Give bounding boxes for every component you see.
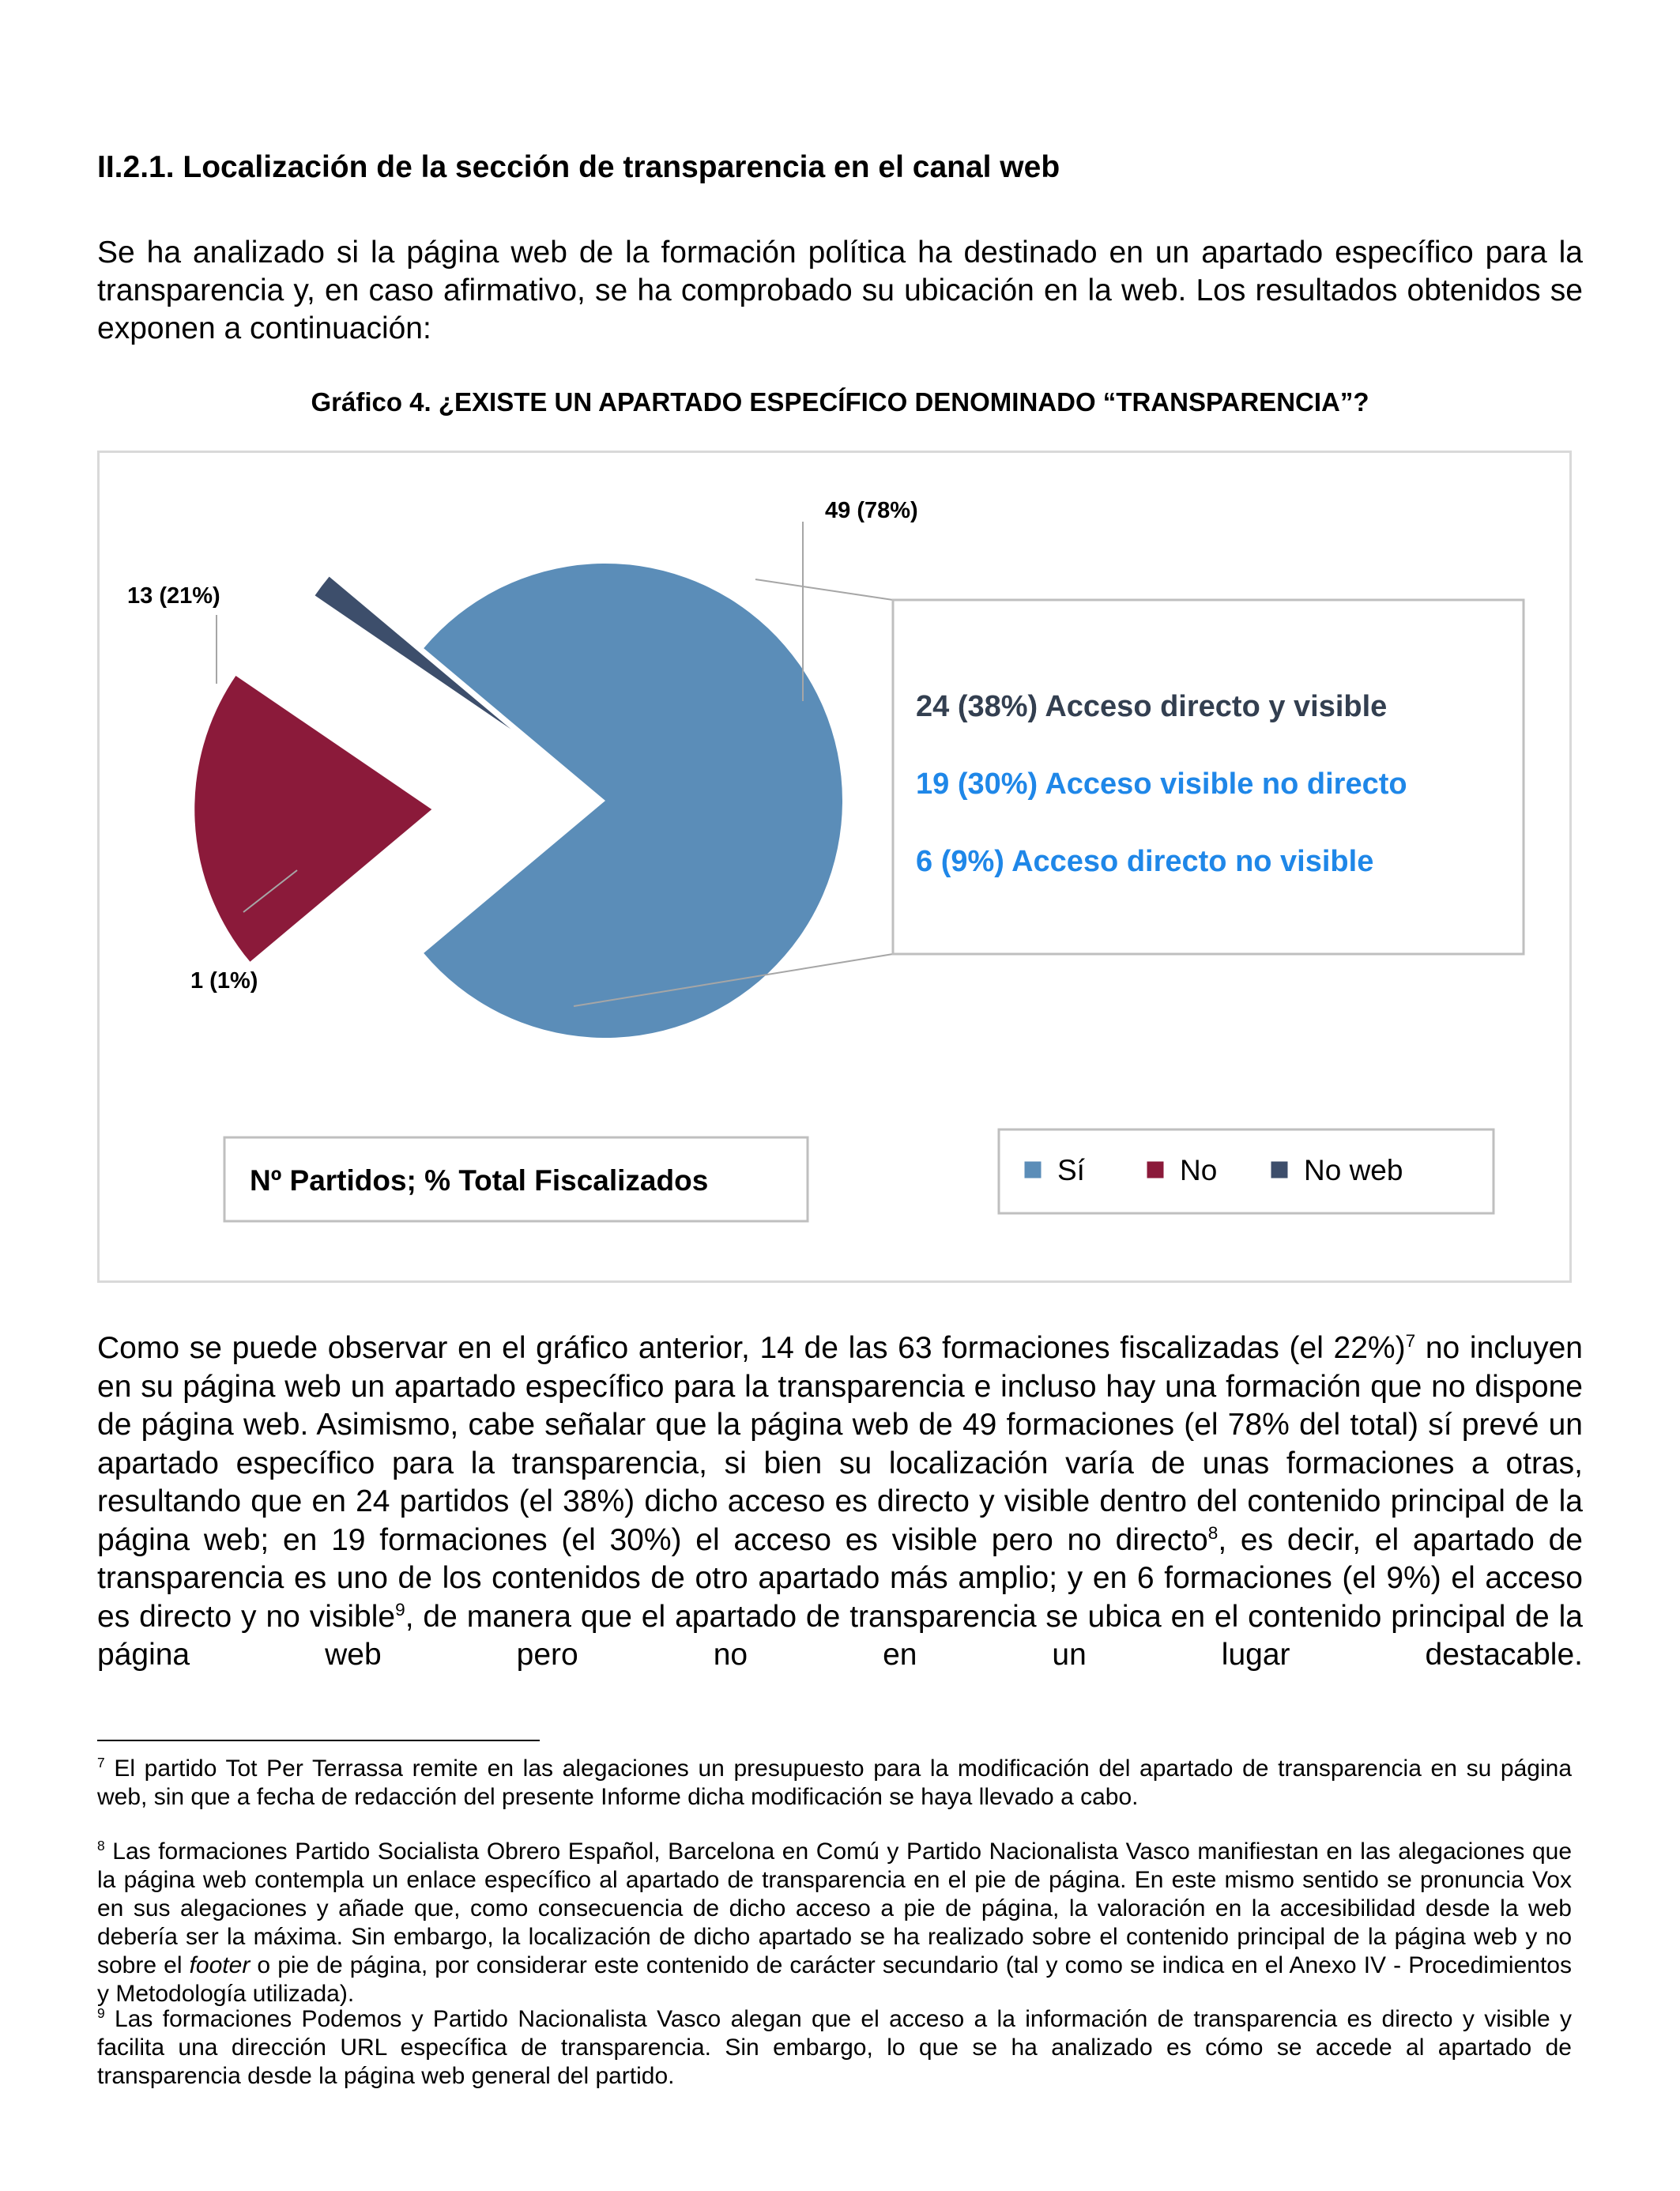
section-heading: II.2.1. Localización de la sección de transparencia en el canal web — [97, 150, 1060, 184]
footnote-7: $^7$ El partido Tot Per Terrassa remite en las alegaciones un presupuesto para la modificación del apartado de transparencia en su página web, sin que a fecha de redacción del presente Informe dicha modificación se haya llevado a cabo. — [97, 1755, 1572, 1810]
pie-slice-no — [194, 676, 431, 962]
intro-paragraph: Se ha analizado si la página web de la formación política ha destinado en un apartado específico para la transparencia y, en caso afirmativo, se ha comprobado su ubicación en la web. Los resultados obtenidos se exponen a continuación: — [97, 236, 1583, 345]
unit-label: Nº Partidos; % Total Fiscalizados — [250, 1164, 709, 1197]
footnote-ref-9[interactable]: 9 — [395, 1599, 405, 1620]
footnote-8: $^8$ Las formaciones Partido Socialista Obrero Español, Barcelona en Comú y Partido Nacionalista Vasco manifiestan en las alegaciones que la página web contempla un enlace específico al apartado de transparencia en el pie de página. En este mismo sentido se pronuncia Vox en sus alegaciones y añade que, como consecuencia de dicho acceso a pie de página, la valoración en la accesibilidad desde la web debería ser la máxima. Sin embargo, la localización de dicho apartado se ha realizado sobre el contenido principal de la página web y no sobre el footer o pie de página, por considerar este contenido de carácter secundario (tal y como se indica en el Anexo IV - Procedimientos y Metodología utilizada). — [97, 1838, 1572, 2007]
pie-slices — [194, 564, 842, 1038]
slice-label-no: 13 (21%) — [127, 583, 220, 609]
footnote-ref-8[interactable]: 8 — [1207, 1522, 1219, 1543]
chart-caption: Gráfico 4. ¿EXISTE UN APARTADO ESPECÍFICO DENOMINADO “TRANSPARENCIA”? — [311, 387, 1369, 417]
breakdown-labels — [916, 690, 1407, 878]
legend-swatch — [1271, 1161, 1288, 1178]
pie-slice-sí — [424, 564, 842, 1038]
footnote-separator — [97, 1740, 540, 1741]
legend-swatch — [1024, 1161, 1042, 1178]
footnote-ref-7[interactable]: 7 — [1405, 1331, 1416, 1351]
breakdown-label: 24 (38%) Acceso directo y visible — [916, 690, 1388, 723]
legend-label: No — [1180, 1154, 1218, 1186]
slice-label-sí: 49 (78%) — [825, 498, 918, 523]
chart-frame — [97, 451, 1572, 1283]
breakdown-connector — [755, 579, 893, 600]
legend-label: No web — [1304, 1154, 1403, 1186]
analysis-paragraph: Como se puede observar en el gráfico anterior, 14 de las 63 formaciones fiscalizadas (el 22%)$^7$ no incluyen en su página web un apartado específico para la transparencia e incluso hay una formación que no dispone de página web. Asimismo, cabe señalar que la página web de 49 formaciones (el 78% del total) sí prevé un apartado específico para la transparencia, si bien su localización varía de unas formaciones a otras, resultando que en 24 partidos (el 38%) dicho acceso es directo y visible dentro del contenido principal de la página web; en 19 formaciones (el 30%) el acceso es visible pero no directo$^8$, es decir, el apartado de transparencia es uno de los contenidos de otro apartado más amplio; y en 6 formaciones (el 9%) el acceso es directo y no visible$^9$, de manera que el apartado de transparencia se ubica en el contenido principal de la página web pero no en un lugar destacable. — [97, 1331, 1584, 1672]
breakdown-label: 6 (9%) Acceso directo no visible — [916, 845, 1374, 878]
breakdown-label: 19 (30%) Acceso visible no directo — [916, 767, 1407, 801]
legend — [1024, 1154, 1403, 1186]
footnote-9: $^9$ Las formaciones Podemos y Partido Nacionalista Vasco alegan que el acceso a la información de transparencia es directo y visible y facilita una dirección URL específica de transparencia. Sin embargo, lo que se ha analizado es cómo se accede al apartado de transparencia desde la página web general del partido. — [97, 2005, 1572, 2089]
legend-label: Sí — [1057, 1154, 1085, 1186]
pie-chart — [100, 453, 1574, 1285]
legend-swatch — [1147, 1161, 1164, 1178]
slice-label-no-web: 1 (1%) — [190, 968, 258, 994]
